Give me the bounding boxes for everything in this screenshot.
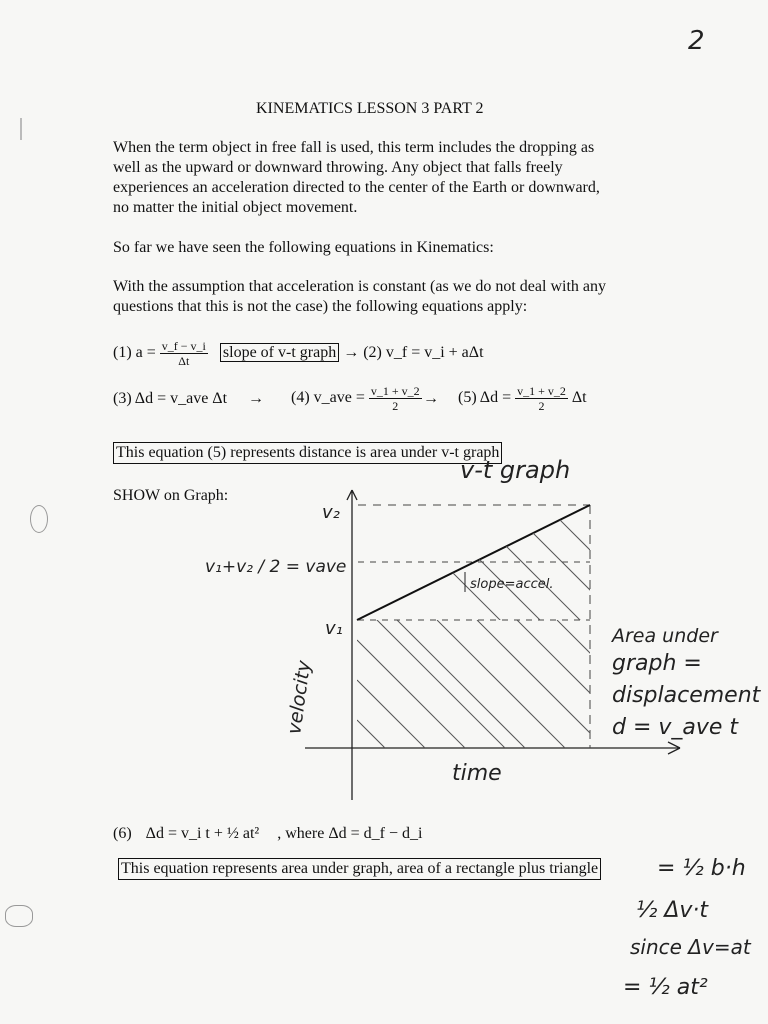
eq1-numerator: v_f − v_i	[161, 339, 206, 353]
eq5-denominator: 2	[538, 399, 545, 413]
eq4-denominator: 2	[392, 399, 399, 413]
eq5-lhs: Δd =	[479, 389, 512, 407]
arrow-icon: →	[423, 390, 439, 407]
slope-box: slope of v-t graph	[220, 343, 339, 362]
text-line: When the term object in free fall is used, this term includes the dropping as	[113, 139, 595, 156]
x-axis-label: time	[452, 761, 502, 786]
text-line: well as the upward or downward throwing. Any object that falls freely	[113, 159, 563, 176]
eq1-lhs: a =	[135, 344, 156, 362]
rectangle-triangle-box: This equation represents area under graph, area of a rectangle plus triangle	[118, 858, 601, 880]
text-line: no matter the initial object movement.	[113, 199, 358, 216]
eq4-lhs: v_ave =	[313, 389, 365, 407]
eq2-text: v_f = v_i + aΔt	[385, 344, 484, 362]
area-note-line: Area under	[612, 625, 718, 647]
text-line: questions that this is not the case) the following equations apply:	[113, 298, 528, 315]
y-axis-arrow	[347, 490, 352, 500]
x-axis-arrow	[668, 742, 680, 748]
arrow-icon: →	[343, 344, 360, 362]
hand-note: = ½ at²	[623, 975, 708, 1000]
hand-note: since Δv=at	[630, 935, 751, 959]
area-note-line: d = v_ave t	[612, 715, 739, 740]
eq5-tail: Δt	[571, 389, 587, 407]
eq5-numerator: v_1 + v_2	[517, 384, 566, 398]
area-note-line: displacement	[612, 683, 761, 708]
equation-row-6	[113, 825, 422, 843]
triangle-hatch	[380, 500, 680, 640]
graph-title: v-t graph	[460, 456, 571, 484]
eq6-text: Δd = v_i t + ½ at²	[145, 825, 260, 842]
eq1-denominator: Δt	[178, 354, 190, 368]
page-number: 2	[688, 26, 705, 56]
arrow-icon: →	[248, 390, 264, 407]
hand-note: = ½ b·h	[657, 856, 746, 881]
v1-label: v₁	[325, 618, 343, 639]
text-line: With the assumption that acceleration is constant (as we do not deal with any	[113, 278, 606, 295]
v2-label: v₂	[322, 502, 340, 523]
text-line: experiences an acceleration directed to the center of the Earth or downward,	[113, 179, 600, 196]
hand-note: ½ Δv·t	[636, 898, 709, 923]
eq6-where: , where Δd = d_f − d_i	[277, 825, 423, 842]
slope-label: slope=accel.	[470, 577, 554, 592]
page-title: KINEMATICS LESSON 3 PART 2	[256, 100, 484, 117]
eq2-label: (2)	[363, 344, 382, 362]
eq4-numerator: v_1 + v_2	[370, 384, 420, 398]
vave-label: v₁+v₂ / 2 = vave	[205, 557, 347, 577]
eq1-label: (1)	[113, 344, 132, 362]
y-axis-label: velocity	[283, 659, 316, 736]
eq4-label: (4)	[291, 389, 310, 407]
eq3-label: (3)	[113, 390, 132, 407]
show-label: SHOW on Graph:	[113, 487, 229, 504]
eq3-text: Δd = v_ave Δt	[134, 390, 228, 407]
eq5-label: (5)	[458, 389, 477, 407]
y-axis-arrow	[352, 490, 357, 500]
eq6-label: (6)	[113, 825, 132, 842]
area-box: This equation (5) represents distance is area under v-t graph	[113, 442, 502, 464]
x-axis-arrow	[668, 748, 680, 754]
equations-intro: So far we have seen the following equations in Kinematics:	[113, 239, 494, 256]
area-note-line: graph =	[612, 651, 702, 676]
